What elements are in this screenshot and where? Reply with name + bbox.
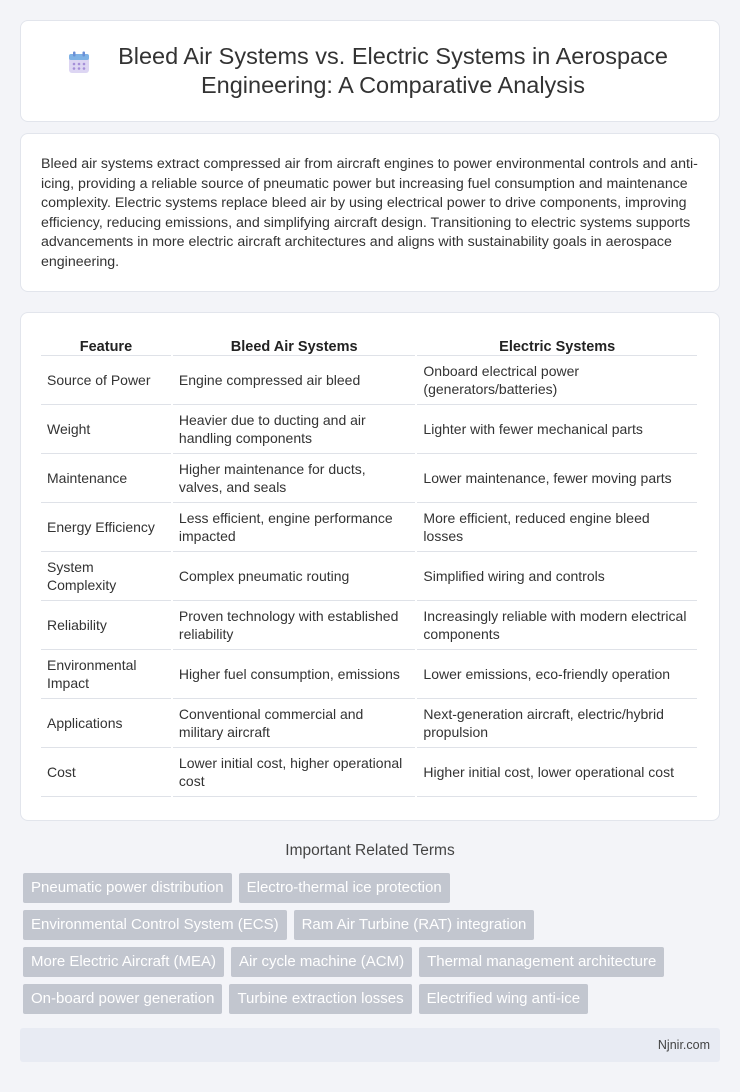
feature-cell: Environmental Impact bbox=[41, 650, 171, 699]
comparison-table bbox=[39, 333, 699, 797]
feature-cell: Source of Power bbox=[41, 356, 171, 405]
tag-thermal-management-architecture[interactable]: Thermal management architecture bbox=[419, 947, 664, 977]
tag-on-board-power-generation[interactable]: On-board power generation bbox=[23, 984, 222, 1014]
table-row bbox=[41, 601, 697, 650]
footer-site-link[interactable]: Njnir.com bbox=[657, 1038, 710, 1052]
tag-row bbox=[23, 947, 723, 977]
page-title: Bleed Air Systems vs. Electric Systems in Aerospace Engineering: A Comparative Analysis bbox=[118, 43, 668, 98]
table-header-row bbox=[41, 333, 697, 356]
tag-row bbox=[23, 984, 723, 1014]
bleed-air-cell: Less efficient, engine performance impacted bbox=[173, 503, 416, 552]
feature-cell: Weight bbox=[41, 405, 171, 454]
table-row bbox=[41, 748, 697, 797]
feature-cell: Cost bbox=[41, 748, 171, 797]
table-row bbox=[41, 503, 697, 552]
summary-text: Bleed air systems extract compressed air from aircraft engines to power environmental controls and anti-icing, providing a reliable source of pneumatic power but increasing fuel consumption and maintenance complexity. Electric systems replace bleed air by using electrical power to drive components, improving efficiency, reducing emissions, and simplifying aircraft design. Transitioning to electric systems supports advancements in more electric aircraft architectures and aligns with sustainability goals in aerospace engineering. bbox=[41, 156, 698, 270]
tag-more-electric-aircraft[interactable]: More Electric Aircraft (MEA) bbox=[23, 947, 224, 977]
electric-cell: Lower maintenance, fewer moving parts bbox=[417, 454, 697, 503]
table-row bbox=[41, 699, 697, 748]
bleed-air-cell: Higher maintenance for ducts, valves, and seals bbox=[173, 454, 416, 503]
bleed-air-cell: Proven technology with established reliability bbox=[173, 601, 416, 650]
table-row bbox=[41, 552, 697, 601]
header-electric: Electric Systems bbox=[417, 333, 697, 356]
tag-pneumatic-power-distribution[interactable]: Pneumatic power distribution bbox=[23, 873, 232, 903]
bleed-air-cell: Conventional commercial and military aircraft bbox=[173, 699, 416, 748]
tag-row bbox=[23, 873, 723, 903]
tag-row bbox=[23, 910, 723, 940]
electric-cell: Increasingly reliable with modern electrical components bbox=[417, 601, 697, 650]
electric-cell: Lighter with fewer mechanical parts bbox=[417, 405, 697, 454]
electric-cell: Next-generation aircraft, electric/hybrid propulsion bbox=[417, 699, 697, 748]
feature-cell: Energy Efficiency bbox=[41, 503, 171, 552]
feature-cell: Maintenance bbox=[41, 454, 171, 503]
bleed-air-cell: Lower initial cost, higher operational cost bbox=[173, 748, 416, 797]
summary-card bbox=[20, 133, 720, 292]
electric-cell: Onboard electrical power (generators/batteries) bbox=[417, 356, 697, 405]
title-card bbox=[20, 20, 720, 122]
table-row bbox=[41, 356, 697, 405]
table-row bbox=[41, 454, 697, 503]
bleed-air-cell: Heavier due to ducting and air handling components bbox=[173, 405, 416, 454]
tag-electrified-wing-anti-ice[interactable]: Electrified wing anti-ice bbox=[419, 984, 588, 1014]
calendar-icon bbox=[67, 50, 93, 76]
electric-cell: Simplified wiring and controls bbox=[417, 552, 697, 601]
related-terms-tags bbox=[23, 873, 723, 1021]
tag-environmental-control-system[interactable]: Environmental Control System (ECS) bbox=[23, 910, 287, 940]
comparison-table-card bbox=[20, 312, 720, 821]
related-terms-title: Important Related Terms bbox=[285, 842, 455, 859]
footer bbox=[20, 1028, 720, 1062]
tag-electro-thermal-ice-protection[interactable]: Electro-thermal ice protection bbox=[239, 873, 450, 903]
electric-cell: Higher initial cost, lower operational cost bbox=[417, 748, 697, 797]
tag-air-cycle-machine[interactable]: Air cycle machine (ACM) bbox=[231, 947, 412, 977]
table-row bbox=[41, 405, 697, 454]
bleed-air-cell: Engine compressed air bleed bbox=[173, 356, 416, 405]
feature-cell: Reliability bbox=[41, 601, 171, 650]
bleed-air-cell: Complex pneumatic routing bbox=[173, 552, 416, 601]
header-feature: Feature bbox=[41, 333, 171, 356]
title-wrap bbox=[50, 42, 690, 100]
electric-cell: Lower emissions, eco-friendly operation bbox=[417, 650, 697, 699]
electric-cell: More efficient, reduced engine bleed losses bbox=[417, 503, 697, 552]
table-row bbox=[41, 650, 697, 699]
header-bleed-air: Bleed Air Systems bbox=[173, 333, 416, 356]
tag-turbine-extraction-losses[interactable]: Turbine extraction losses bbox=[229, 984, 411, 1014]
tag-ram-air-turbine-integration[interactable]: Ram Air Turbine (RAT) integration bbox=[294, 910, 535, 940]
feature-cell: Applications bbox=[41, 699, 171, 748]
bleed-air-cell: Higher fuel consumption, emissions bbox=[173, 650, 416, 699]
feature-cell: System Complexity bbox=[41, 552, 171, 601]
